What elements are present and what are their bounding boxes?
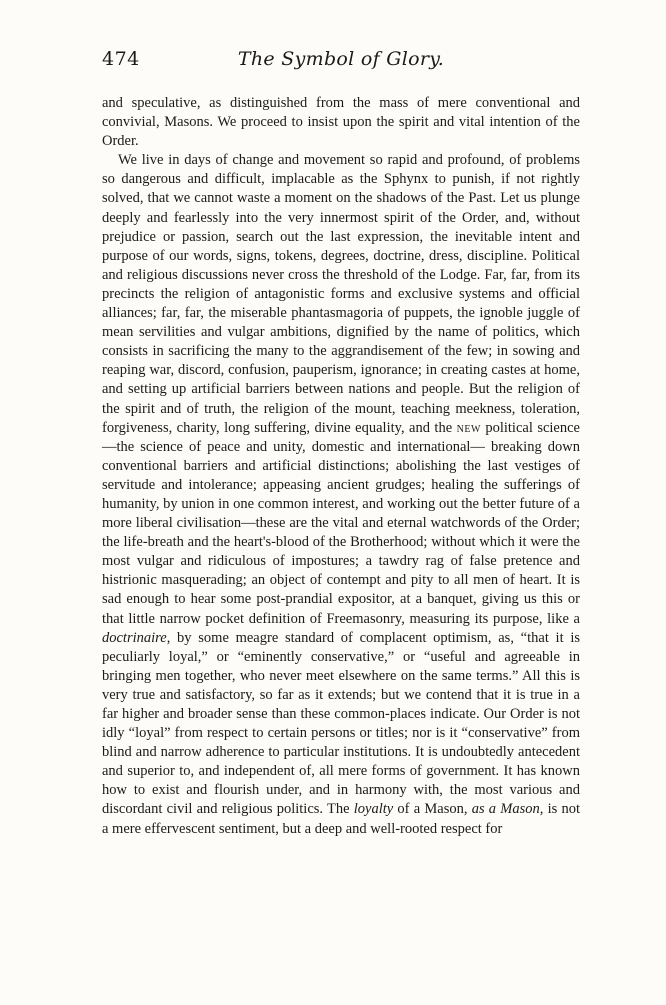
paragraph-1-text: and speculative, as distinguished from the mass of mere conventional and convivial, Masons. We proceed to insist upon the spirit and vital intention of the Order. — [102, 95, 580, 150]
paragraph-2-part-c: , by some meagre standard of complacent optimism, as, “that it is peculiarly loyal,” or “eminently conservative,” or “useful and agreeable in bringing men together, who never meet elsewhere on the same terms.” All this is very true and satisfactory, so far as it extends; but we contend that it is true in a far higher and broader sense than these common-places indicate. Our Order is not idly “loyal” from respect to certain persons or titles; nor is it “conservative” from blind and narrow adherence to particular institutions. It is undoubtedly antecedent and superior to, and independent of, all mere forms of government. It has known how to exist and flourish under, and in harmony with, the most various and discordant civil and religious politics. The — [102, 629, 580, 818]
paragraph-2-part-a: We live in days of change and movement so rapid and profound, of problems so dangerous and difficult, implacable as the Sphynx to punish, if not rightly solved, that we cannot waste a moment on the shadows of the Past. Let us plunge deeply and fearlessly into the very innermost spirit of the Order, and, without prejudice or passion, search out the last expression, the inevitable intent and purpose of our words, signs, tokens, degrees, doctrine, dress, discipline. Political and religious discussions never cross the threshold of the Lodge. Far, far, from its precincts the religion of antagonistic forms and exclusive systems and official alliances; far, far, the miserable phantasmagoria of puppets, the ignoble juggle of mean servilities and vulgar ambitions, dignified by the name of politics, which consists in sacrificing the many to the aggrandisement of the few; in sowing and reaping war, discord, confusion, pauperism, ignorance; in creating castes at home, and setting up artificial barriers between nations and people. But the religion of the spirit and of truth, the religion of the mount, teaching meekness, toleration, forgiveness, charity, long suffering, divine equality, and the — [102, 152, 580, 436]
italic-doctrinaire: doctrinaire — [102, 629, 167, 646]
paragraph-2-part-b: political science —the science of peace and unity, domestic and international— breaking down conventional barriers and artificial distinctions; abolishing the last vestiges of servitude and intolerance; appeasing ancient grudges; healing the sufferings of humanity, by union in one common interest, and working out the better future of a more liberal civilisation—these are the vital and eternal watchwords of the Order; the life-breath and the heart's-blood of the Brotherhood; without which it were the most vulgar and ridiculous of impostures; a tawdry rag of false pretence and histrionic masquerading; an object of contempt and pity to all men of heart. It is sad enough to hear some post-prandial expositor, at a banquet, giving us this or that little narrow pocket definition of Freemasonry, measuring its purpose, like a — [102, 419, 580, 627]
paragraph-2-part-d: of a Mason, — [393, 801, 472, 818]
small-caps-new: new — [456, 419, 481, 436]
page-header — [102, 48, 580, 80]
body-text — [102, 94, 580, 839]
running-title: The Symbol of Glory. — [237, 48, 445, 70]
paragraph-2 — [102, 151, 580, 838]
italic-as-a-mason: as a Mason, — [471, 801, 544, 818]
paragraph-2-part-e: is not a mere effervescent sentiment, but a deep and well-rooted respect for — [102, 801, 580, 837]
paragraph-1 — [102, 94, 580, 151]
page-number: 474 — [102, 48, 140, 70]
italic-loyalty: loyalty — [353, 801, 394, 818]
